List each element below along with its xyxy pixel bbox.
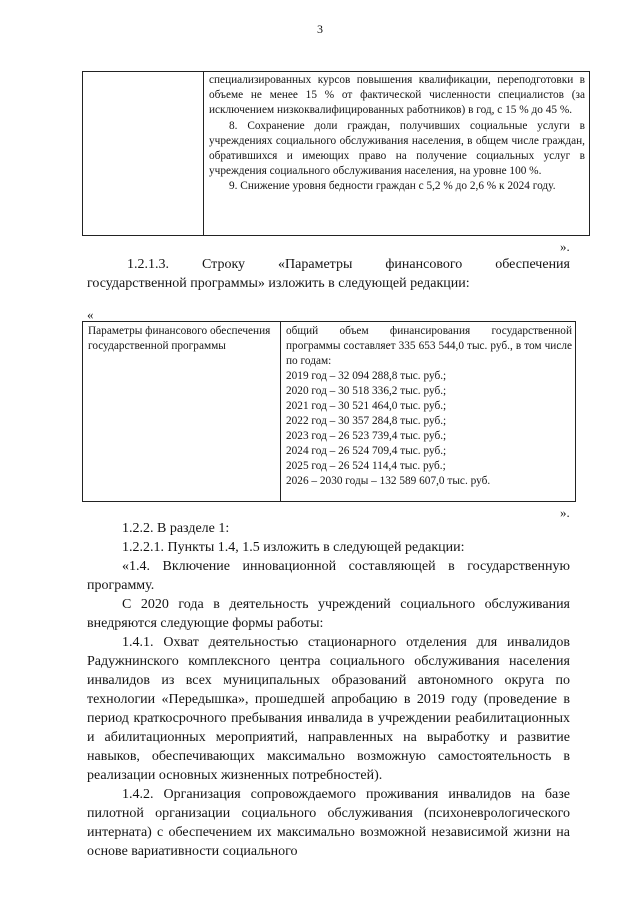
finance-year-row: 2019 год – 32 094 288,8 тыс. руб.; xyxy=(286,370,447,382)
targets-table xyxy=(82,71,590,236)
paragraph: С 2020 года в деятельность учреждений социального обслуживания внедряются следующие формы работы: xyxy=(87,597,570,631)
finance-intro: общий объем финансирования государственной программы составляет 335 653 544,0 тыс. руб., в том числе по годам: xyxy=(286,325,572,367)
finance-year-row: 2022 год – 30 357 284,8 тыс. руб.; xyxy=(286,415,447,427)
finance-year-row: 2023 год – 26 523 739,4 тыс. руб.; xyxy=(286,430,447,442)
finance-year-row: 2021 год – 30 521 464,0 тыс. руб.; xyxy=(286,400,447,412)
target-item-7-continuation: специализированных курсов повышения квалификации, переподготовки в объеме не менее 15 % от фактической численности специалистов (за исключением низкоквалифицированных работников) в год, с 15 % до 45 %. xyxy=(209,74,585,117)
finance-label: Параметры финансового обеспечения государственной программы xyxy=(88,325,271,352)
targets-cell xyxy=(209,73,585,195)
heading-line-2: государственной программы» изложить в следующей редакции: xyxy=(87,276,470,291)
paragraph: 1.2.2.1. Пункты 1.4, 1.5 изложить в следующей редакции: xyxy=(122,540,465,555)
section-heading xyxy=(87,255,570,293)
paragraph: 1.4.2. Организация сопровождаемого проживания инвалидов на базе пилотной организации социального обслуживания (психоневрологического интерната) с обеспечением их максимально возможной независимой жизни на основе вариативности социального xyxy=(87,787,570,859)
closing-quote: ». xyxy=(560,505,570,520)
opening-quote: « xyxy=(87,307,94,322)
heading-line-1: 1.2.1.3. Строку «Параметры финансового обеспечения xyxy=(127,257,570,272)
finance-table xyxy=(82,321,576,502)
target-item-9: 9. Снижение уровня бедности граждан с 5,2 % до 2,6 % к 2024 году. xyxy=(229,180,556,193)
target-item-8: 8. Сохранение доли граждан, получивших социальные услуги в учреждениях социального обслуживания населения, в общем числе граждан, обратившихся и имеющих право на получение социальных услуг в учреждения социального обслуживания населения, на уровне 100 %. xyxy=(209,119,585,178)
table-column-divider xyxy=(280,322,281,501)
paragraph: «1.4. Включение инновационной составляющей в государственную программу. xyxy=(87,559,570,593)
table-column-divider xyxy=(203,72,204,235)
document-body xyxy=(87,519,570,861)
closing-quote: ». xyxy=(560,239,570,254)
paragraph: 1.4.1. Охват деятельностью стационарного отделения для инвалидов Радужнинского комплексного центра социального обслуживания населения инвалидов из всех муниципальных образований автономного округа по технологии «Передышка», прошедшей апробацию в 2019 году (проведение в период краткосрочного пребывания инвалида в учреждении реабилитационных и абилитационных мероприятий, направленных на выработку и развитие навыков, обеспечивающих максимально возможную самостоятельность в реализации основных жизненных потребностей). xyxy=(87,635,570,783)
page-number: 3 xyxy=(317,22,323,36)
finance-values xyxy=(286,324,572,489)
finance-year-row: 2025 год – 26 524 114,4 тыс. руб.; xyxy=(286,460,446,472)
finance-year-row: 2026 – 2030 годы – 132 589 607,0 тыс. руб. xyxy=(286,475,491,487)
finance-year-row: 2020 год – 30 518 336,2 тыс. руб.; xyxy=(286,385,447,397)
finance-year-row: 2024 год – 26 524 709,4 тыс. руб.; xyxy=(286,445,447,457)
paragraph: 1.2.2. В разделе 1: xyxy=(122,521,230,536)
